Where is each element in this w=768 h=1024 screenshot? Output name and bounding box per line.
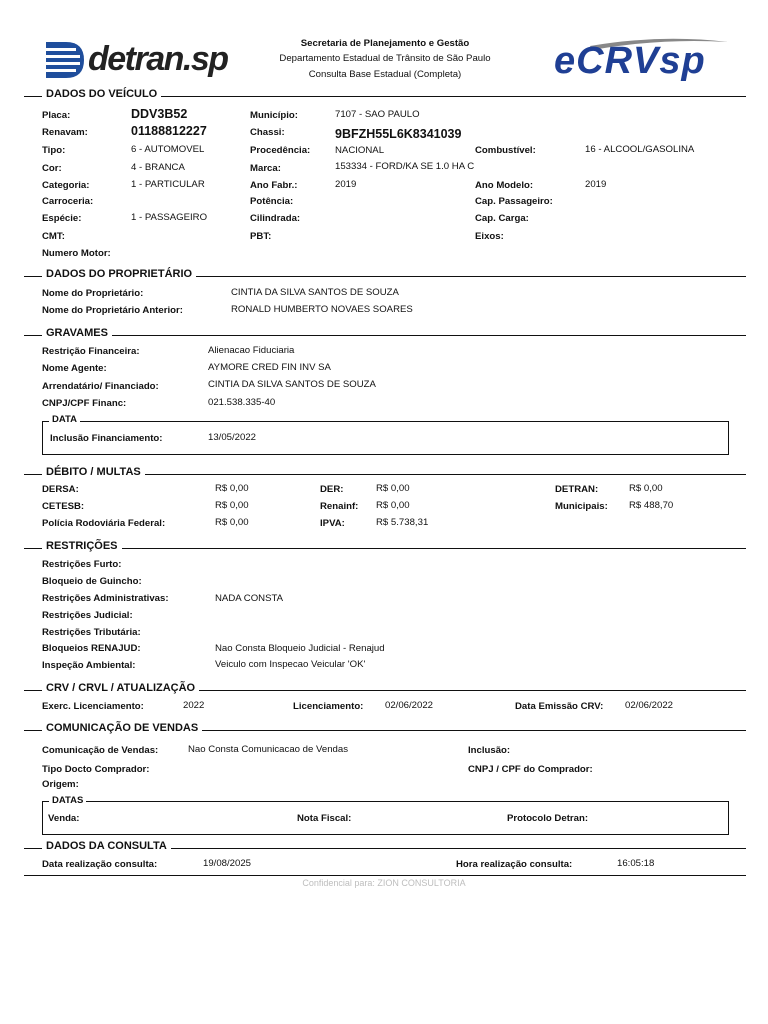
judicial-label: Restrições Judicial:: [42, 610, 133, 621]
section-title-proprietario: DADOS DO PROPRIETÁRIO: [42, 268, 196, 280]
footer-line: [24, 875, 746, 876]
especie-label: Espécie:: [42, 213, 82, 224]
agente-label: Nome Agente:: [42, 363, 107, 374]
section-title-gravames: GRAVAMES: [42, 327, 112, 339]
section-title-comunicacao: COMUNICAÇÃO DE VENDAS: [42, 722, 202, 734]
data-consulta-label: Data realização consulta:: [42, 859, 158, 870]
der-value: R$ 0,00: [376, 483, 410, 494]
ambiental-label: Inspeção Ambiental:: [42, 660, 136, 671]
municipio-value: 7107 - SAO PAULO: [335, 109, 420, 120]
venda-label: Venda:: [48, 813, 80, 824]
renavam-label: Renavam:: [42, 127, 88, 138]
chassi-label: Chassi:: [250, 127, 285, 138]
detran-logo-icon: [42, 38, 86, 82]
detran-value: R$ 0,00: [629, 483, 663, 494]
emissao-crv-value: 02/06/2022: [625, 700, 674, 711]
cnpj-financ-value: 021.538.335-40: [208, 397, 276, 408]
tipo-value: 6 - AUTOMOVEL: [131, 144, 205, 155]
cetesb-label: CETESB:: [42, 501, 85, 512]
categoria-label: Categoria:: [42, 180, 90, 191]
proprietario-value: CINTIA DA SILVA SANTOS DE SOUZA: [231, 287, 399, 298]
furto-label: Restrições Furto:: [42, 559, 122, 570]
especie-value: 1 - PASSAGEIRO: [131, 212, 208, 223]
inclusao-financiamento-value: 13/05/2022: [208, 432, 257, 443]
anomodelo-label: Ano Modelo:: [475, 180, 534, 191]
exerc-licenciamento-value: 2022: [183, 700, 205, 711]
prf-value: R$ 0,00: [215, 517, 249, 528]
proprietario-anterior-label: Nome do Proprietário Anterior:: [42, 305, 183, 316]
dersa-value: R$ 0,00: [215, 483, 249, 494]
cnpj-financ-label: CNPJ/CPF Financ:: [42, 398, 127, 409]
agente-value: AYMORE CRED FIN INV SA: [208, 362, 331, 373]
renainf-label: Renainf:: [320, 501, 359, 512]
header-line-1: Secretaria de Planejamento e Gestão: [300, 38, 470, 49]
categoria-value: 1 - PARTICULAR: [131, 179, 205, 190]
header-line-3: Consulta Base Estadual (Completa): [308, 69, 462, 80]
administrativas-value: NADA CONSTA: [215, 593, 284, 604]
exerc-licenciamento-label: Exerc. Licenciamento:: [42, 701, 144, 712]
prf-label: Polícia Rodoviária Federal:: [42, 518, 166, 529]
placa-value: DDV3B52: [131, 107, 188, 121]
proprietario-label: Nome do Proprietário:: [42, 288, 144, 299]
der-label: DER:: [320, 484, 344, 495]
guincho-label: Bloqueio de Guincho:: [42, 576, 142, 587]
arrendatario-label: Arrendatário/ Financiado:: [42, 381, 159, 392]
section-title-debito: DÉBITO / MULTAS: [42, 466, 145, 478]
tipo-docto-label: Tipo Docto Comprador:: [42, 764, 150, 775]
data-consulta-value: 19/08/2025: [203, 858, 252, 869]
renajud-value: Nao Consta Bloqueio Judicial - Renajud: [215, 643, 385, 654]
inclusao-label: Inclusão:: [468, 745, 511, 756]
marca-value: 153334 - FORD/KA SE 1.0 HA C: [335, 161, 475, 172]
municipais-value: R$ 488,70: [629, 500, 674, 511]
tipo-label: Tipo:: [42, 145, 66, 156]
protocolo-label: Protocolo Detran:: [507, 813, 589, 824]
data-box-title: DATA: [49, 414, 80, 425]
section-title-restricoes: RESTRIÇÕES: [42, 540, 122, 552]
footer-confidencial: Confidencial para: ZION CONSULTORIA: [302, 878, 466, 888]
cnpj-comprador-label: CNPJ / CPF do Comprador:: [468, 764, 593, 775]
anofabr-value: 2019: [335, 179, 357, 190]
proprietario-anterior-value: RONALD HUMBERTO NOVAES SOARES: [231, 304, 413, 315]
restricao-financeira-label: Restrição Financeira:: [42, 346, 140, 357]
section-line-restricoes: [24, 548, 746, 549]
ecrv-logo-text: eCRVsp: [554, 40, 706, 82]
licenciamento-label: Licenciamento:: [293, 701, 364, 712]
comunicacao-label: Comunicação de Vendas:: [42, 745, 159, 756]
detran-logo: [42, 38, 232, 86]
section-line-gravames: [24, 335, 746, 336]
anomodelo-value: 2019: [585, 179, 607, 190]
renavam-value: 01188812227: [131, 124, 207, 138]
procedencia-label: Procedência:: [250, 145, 311, 156]
renajud-label: Bloqueios RENAJUD:: [42, 643, 141, 654]
emissao-crv-label: Data Emissão CRV:: [515, 701, 604, 712]
potencia-label: Potência:: [250, 196, 294, 207]
cilindrada-label: Cilindrada:: [250, 213, 301, 224]
placa-label: Placa:: [42, 110, 71, 121]
restricao-financeira-value: Alienacao Fiduciaria: [208, 345, 295, 356]
eixos-label: Eixos:: [475, 231, 504, 242]
cappass-label: Cap. Passageiro:: [475, 196, 553, 207]
hora-consulta-value: 16:05:18: [617, 858, 655, 869]
carroceria-label: Carroceria:: [42, 196, 94, 207]
anofabr-label: Ano Fabr.:: [250, 180, 298, 191]
ipva-value: R$ 5.738,31: [376, 517, 429, 528]
hora-consulta-label: Hora realização consulta:: [456, 859, 573, 870]
comunicacao-value: Nao Consta Comunicacao de Vendas: [188, 744, 348, 755]
municipais-label: Municipais:: [555, 501, 608, 512]
origem-label: Origem:: [42, 779, 79, 790]
motor-label: Numero Motor:: [42, 248, 111, 259]
procedencia-value: NACIONAL: [335, 145, 385, 156]
inclusao-financiamento-label: Inclusão Financiamento:: [50, 433, 163, 444]
cetesb-value: R$ 0,00: [215, 500, 249, 511]
cmt-label: CMT:: [42, 231, 65, 242]
combustivel-value: 16 - ALCOOL/GASOLINA: [585, 144, 695, 155]
ipva-label: IPVA:: [320, 518, 345, 529]
cor-value: 4 - BRANCA: [131, 162, 185, 173]
arrendatario-value: CINTIA DA SILVA SANTOS DE SOUZA: [208, 379, 376, 390]
dersa-label: DERSA:: [42, 484, 79, 495]
chassi-value: 9BFZH55L6K8341039: [335, 127, 462, 141]
header-line-2: Departamento Estadual de Trânsito de São Paulo: [279, 53, 491, 64]
ecrv-logo: [550, 36, 732, 86]
renainf-value: R$ 0,00: [376, 500, 410, 511]
detran-label: DETRAN:: [555, 484, 599, 495]
detran-logo-text: detran.sp: [88, 40, 228, 78]
capcarga-label: Cap. Carga:: [475, 213, 529, 224]
section-title-veiculo: DADOS DO VEÍCULO: [42, 88, 161, 100]
municipio-label: Município:: [250, 110, 298, 121]
nota-fiscal-label: Nota Fiscal:: [297, 813, 352, 824]
cor-label: Cor:: [42, 163, 62, 174]
licenciamento-value: 02/06/2022: [385, 700, 434, 711]
combustivel-label: Combustível:: [475, 145, 536, 156]
datas-box: [42, 801, 729, 835]
section-title-consulta: DADOS DA CONSULTA: [42, 840, 171, 852]
section-title-crv: CRV / CRVL / ATUALIZAÇÃO: [42, 682, 199, 694]
tributaria-label: Restrições Tributária:: [42, 627, 141, 638]
ambiental-value: Veiculo com Inspecao Veicular 'OK': [215, 659, 366, 670]
pbt-label: PBT:: [250, 231, 272, 242]
administrativas-label: Restrições Administrativas:: [42, 593, 169, 604]
marca-label: Marca:: [250, 163, 281, 174]
datas-box-title: DATAS: [49, 795, 86, 806]
